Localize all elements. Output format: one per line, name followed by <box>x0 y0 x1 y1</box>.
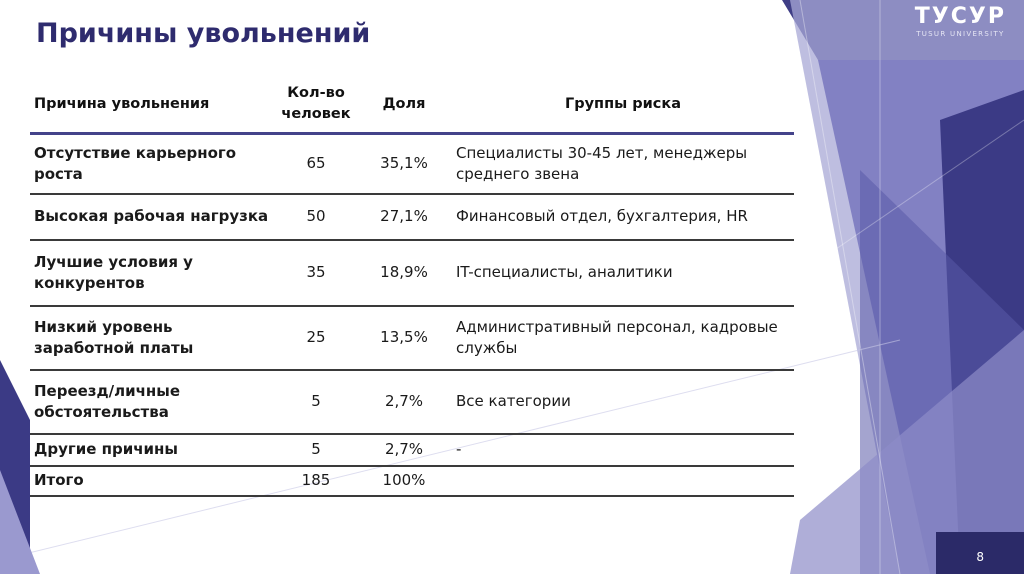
cell-count: 50 <box>306 207 326 225</box>
cell-count: 35 <box>306 263 326 281</box>
cell-groups: IT-специалисты, аналитики <box>456 263 673 281</box>
cell-reason: Переезд/личные обстоятельства <box>34 381 181 421</box>
table-header-row <box>30 76 794 134</box>
logo-main-text: ТУСУР <box>914 4 1006 29</box>
cell-groups: - <box>456 440 462 458</box>
cell-count: 65 <box>306 154 326 173</box>
dismissal-reasons-table <box>30 76 794 497</box>
cell-count: 25 <box>306 328 326 346</box>
cell-reason: Низкий уровень заработной платы <box>34 317 194 357</box>
cell-reason: Высокая рабочая нагрузка <box>34 207 269 225</box>
table-row <box>30 240 794 306</box>
cell-count: 185 <box>301 471 331 489</box>
cell-reason: Отсутствие карьерного роста <box>34 143 237 183</box>
cell-groups: Финансовый отдел, бухгалтерия, HR <box>456 207 748 225</box>
table-row <box>30 434 794 466</box>
cell-share: 13,5% <box>380 328 428 346</box>
table-row <box>30 370 794 434</box>
header-count: Кол-во человек <box>281 85 351 122</box>
cell-groups <box>452 466 794 496</box>
cell-share: 100% <box>382 471 426 489</box>
cell-reason: Итого <box>34 471 84 489</box>
tusur-logo <box>915 4 1006 38</box>
cell-count: 5 <box>311 440 321 458</box>
cell-groups: Специалисты 30-45 лет, менеджеры среднего звена <box>456 143 748 183</box>
logo-subtitle: TUSUR UNIVERSITY <box>916 30 1005 38</box>
table-row <box>30 134 794 194</box>
cell-share: 2,7% <box>384 392 424 410</box>
header-reason: Причина увольнения <box>34 95 210 112</box>
cell-reason: Другие причины <box>34 440 178 458</box>
cell-reason: Лучшие условия у конкурентов <box>34 252 193 292</box>
table-row-total <box>30 466 794 496</box>
cell-count: 5 <box>311 392 321 410</box>
header-groups: Группы риска <box>564 95 682 112</box>
page-number: 8 <box>976 550 984 564</box>
header-share: Доля <box>382 95 426 112</box>
cell-share: 18,9% <box>380 263 428 281</box>
cell-share: 2,7% <box>384 440 424 458</box>
table-row <box>30 306 794 370</box>
cell-groups: Административный персонал, кадровые службы <box>456 317 778 357</box>
cell-share: 27,1% <box>380 207 428 225</box>
slide-title: Причины увольнений <box>36 18 371 49</box>
cell-share: 35,1% <box>380 154 428 173</box>
cell-groups: Все категории <box>456 392 571 410</box>
table-row <box>30 194 794 240</box>
